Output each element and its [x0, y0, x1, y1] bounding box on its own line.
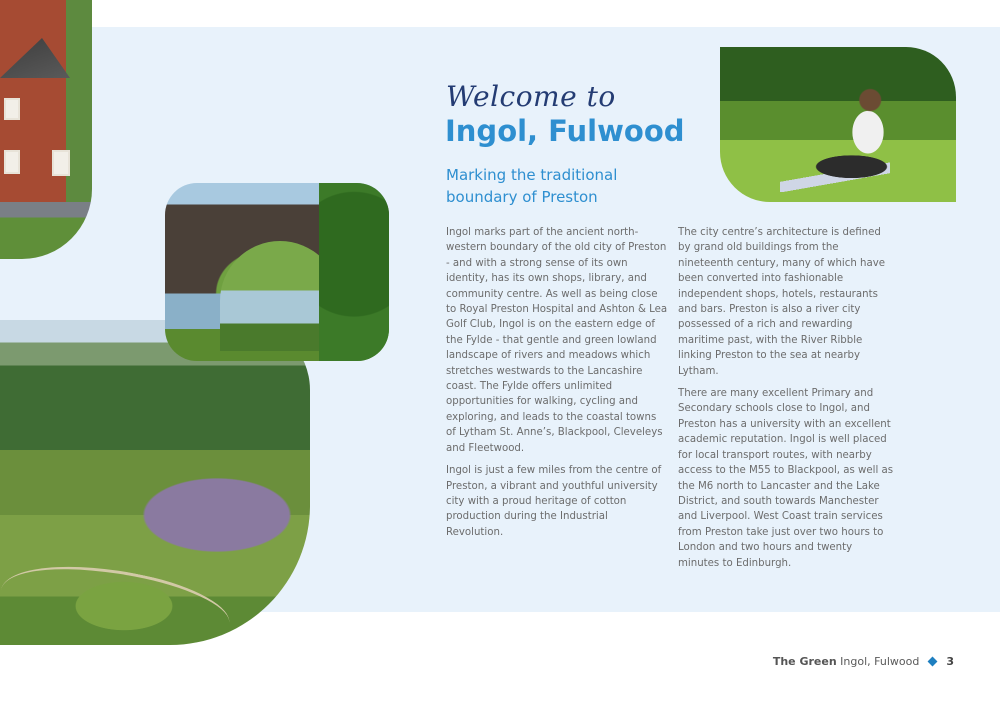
seated-person	[780, 77, 890, 192]
page-number: 3	[946, 655, 954, 668]
page-title: Ingol, Fulwood	[445, 114, 685, 148]
house-window	[4, 150, 20, 174]
house-window	[4, 98, 20, 120]
bridge-trees	[319, 183, 389, 361]
paragraph: Ingol marks part of the ancient north-western boundary of the old city of Preston - and with a strong sense of its own identity, has its own shops, library, and community centre. As well as being close to Royal Preston Hospital and Ashton & Lea Golf Club, Ingol is on the eastern edge of the Fylde - that gentle and green lowland landscape of rivers and meadows which stretches westwards to the Lancashire coast. The Fylde offers unlimited opportunities for walking, cycling and exploring, and leads to the coastal towns of Lytham St. Anne’s, Blackpool, Cleveleys and Fleetwood.	[446, 227, 668, 454]
page-footer	[773, 655, 954, 668]
welcome-script-heading: Welcome to	[446, 80, 616, 113]
diamond-icon	[928, 657, 938, 667]
footer-brand: The Green	[772, 655, 837, 668]
footer-location: Ingol, Fulwood	[840, 655, 920, 668]
body-column-left	[446, 225, 668, 547]
house-photo	[0, 0, 92, 259]
paragraph: The city centre’s architecture is defined by grand old buildings from the nineteenth century, many of which have been converted into fashionable independent shops, hotels, restaurants and bars. Preston is also a river city possessed of a rich and rewarding maritime past, with the River Ribble linking Preston to the sea at nearby Lytham.	[678, 227, 886, 377]
page-subtitle: Marking the traditional boundary of Preston	[446, 166, 618, 206]
landscape-path	[0, 547, 235, 645]
house-roof	[0, 38, 70, 78]
landscape-photo	[0, 320, 310, 645]
paragraph: There are many excellent Primary and Secondary schools close to Ingol, and Preston has a university with an excellent academic reputation. Ingol is well placed for local transport routes, with nearby access to the M55 to Blackpool, as well as the M6 north to Lancaster and the Lake District, and south towards Manchester and Liverpool. West Coast train services from Preston take just over two hours to London and two hours and twenty minutes to Edinburgh.	[678, 388, 894, 569]
house-window	[52, 150, 70, 176]
body-column-right	[678, 225, 896, 578]
paragraph: Ingol is just a few miles from the centre of Preston, a vibrant and youthful university city with a proud heritage of cotton production during the Industrial Revolution.	[446, 465, 662, 538]
mother-child-photo	[720, 47, 956, 202]
canal-bridge-photo	[165, 183, 389, 361]
